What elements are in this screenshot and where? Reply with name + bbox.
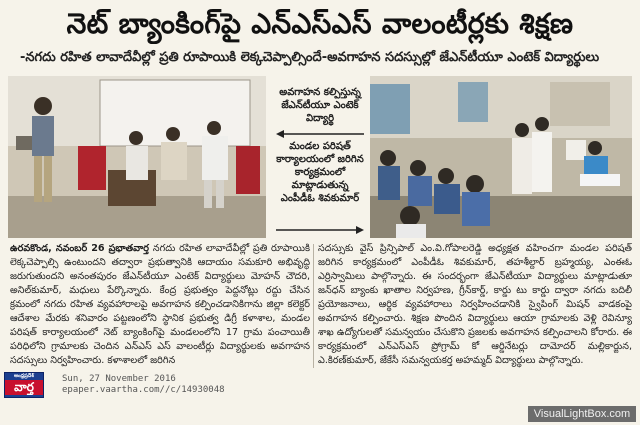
subheadline: -నగదు రహిత లావాదేవీల్లో ప్రతి రూపాయికి లెక్కచెప్పాల్సిందే-అవగాహన సదస్సుల్లో జేఎన్‌టీయూ ఎంటెక్ విద్యార్థులు xyxy=(20,50,600,65)
vaartha-logo xyxy=(4,372,44,398)
article-column-right xyxy=(318,242,632,370)
photo-mandal-meeting xyxy=(370,76,632,238)
photo-caption-bottom: మండల పరిషత్ కార్యాలయంలో జరిగిన కార్యక్రమంలో మాట్లాడుతున్న ఎంపీడీఓ శివకుమార్ xyxy=(276,141,364,204)
article-column-left xyxy=(10,242,310,370)
epaper-url[interactable]: epaper.vaartha.com//c/14930048 xyxy=(62,385,225,395)
page-title: నెట్ బ్యాంకింగ్‌పై ఎన్‌ఎస్‌ఎస్ వాలంటీర్లకు శిక్షణ xyxy=(66,7,574,40)
arrow-right-icon xyxy=(276,226,364,234)
logo-main-text: వార్త xyxy=(5,380,43,395)
article-text-right: సదస్సుకు వైస్ ప్రిన్సిపాల్ ఎం.వి.గోపాలరెడ్డి అధ్యక్షత వహించగా మండల పరిషత్ జరిగిన కార్యక్రమంలో ఎంపీడీఓ శివకుమార్, తహశీల్దార్ బ్రహ్మయ్య, ఎంఈఓ ఎర్రిస్వామిలు పాల్గొన్నారు. ఈ సందర్భంగా జేఎన్‌టీయూ విద్యార్థులు మాట్లాడుతూ జన్‌ధన్ బ్యాంకు ఖాతాల నిర్వహణ, గ్రీన్‌కార్డ్, కార్డు టు కార్డు ద్వారా నగదు బదిలీ ప్రయోజనాలు, ఆర్థిక వ్యవహారాలు నిర్వహించడానికి స్వైపింగ్ మిషన్ వాడకంపై అవగాహన కల్పించారు. శిక్షణ పొందిన విద్యార్థులు ఆయా గ్రామాలకు వెళ్లి రెవిన్యూ శాఖ ఉద్యోగులతో సమన్వయం చేసుకొని ప్రజలకు అవగాహన కల్పించాలని కోరారు. ఈ కార్యక్రమంలో ఎన్‌ఎస్‌ఎస్ ప్రోగ్రామ్ కో ఆర్డినేటర్లు దామోదర్ మల్లికార్జున, ఎ.కిరణ్‌కుమార్, జేకేసీ సమన్వయకర్త అహమ్మద్ విద్యార్థులు పాల్గొన్నారు. xyxy=(318,243,632,366)
photo-training-session xyxy=(8,76,266,238)
arrow-left-icon xyxy=(276,130,364,138)
column-divider xyxy=(313,244,314,368)
logo-top-text: ఆంధ్రప్రదేశ్ xyxy=(14,373,34,379)
edition-date: Sun, 27 November 2016 xyxy=(62,374,176,384)
watermark: VisualLightBox.com xyxy=(528,406,636,422)
photo-caption-top: అవగాహన కల్పిస్తున్న జేఎన్‌టీయూ ఎంటెక్ విద్యార్థి xyxy=(279,87,361,124)
article-text-left: నగదు రహిత లావాదేవీల్లో ప్రతి రూపాయికి లెక్కచెప్పాల్సి ఉంటుందని తద్వారా ప్రభుత్వానికి ఆదాయం సమకూరి అభివృద్ధి జరుగుతుందని అనంతపురం జేఎన్‌టీయూ ఎంటెక్ విద్యార్థులు మోహన్ చౌదరి, అనిల్‌కుమార్, మధులు పేర్కొన్నారు. కేంద్ర ప్రభుత్వం పెద్దనోట్లు రద్దు చేసిన క్రమంలో నగదు రహిత వ్యవహారాలపై అవగాహన కల్పించడానికిగాను జిల్లా కలెక్టర్ ఆదేశాల మేరకు శనివారం పట్టణంలోని స్థానిక ప్రభుత్వ డిగ్రీ కళాశాల, మండల పరిషత్ కార్యాలయంలో నెట్ బ్యాంకింగ్‌పై మండలంలోని 17 గ్రామ పంచాయితీ పరిధిలోని గ్రామాలకు చెందిన ఎన్‌ఎస్ ఎస్ వాలంటీర్లు విద్యార్థులకు అవగాహన సదస్సులు నిర్వహించారు. కళాశాలలో జరిగిన xyxy=(10,243,310,366)
article-dateline: ఉరవకొండ, నవంబర్ 26 ప్రభాతవార్త xyxy=(10,243,149,254)
